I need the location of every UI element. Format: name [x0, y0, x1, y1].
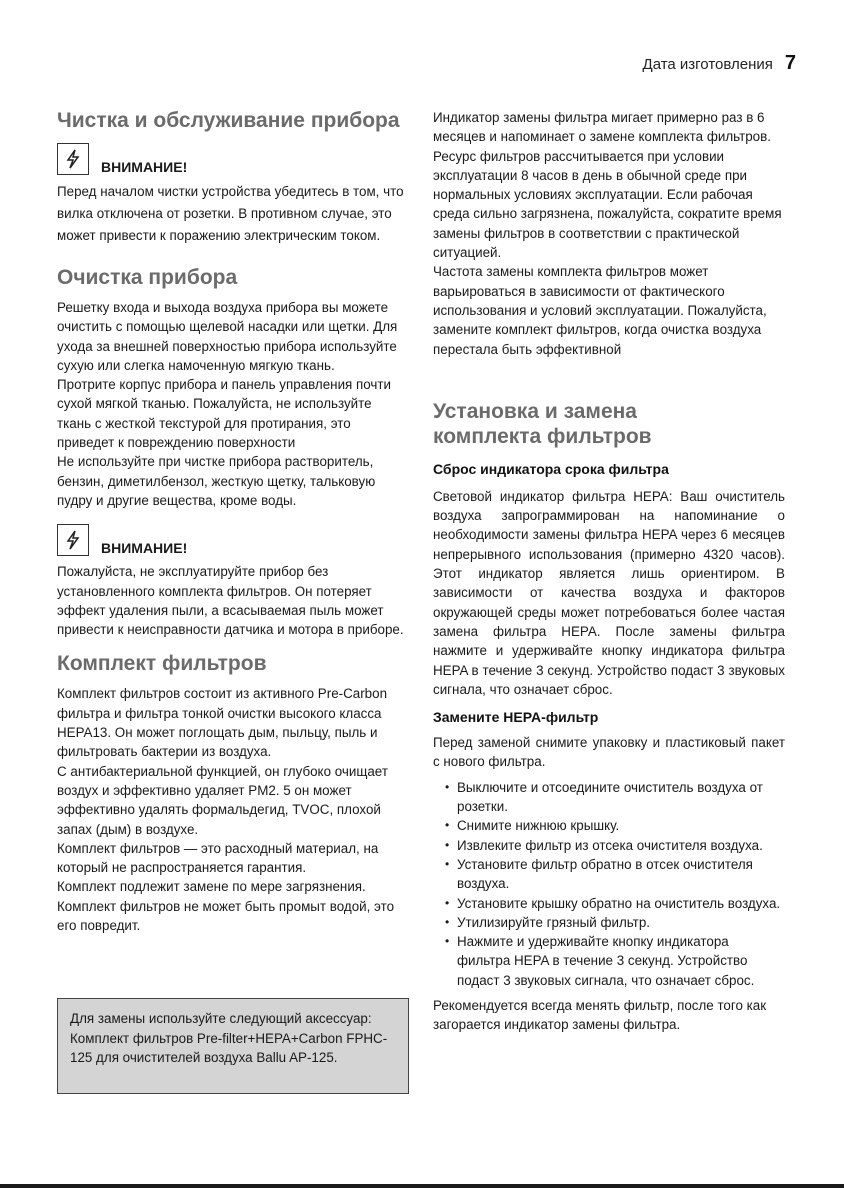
- paragraph: Рекомендуется всегда менять фильтр, после того как загорается индикатор замены фильтра.: [433, 997, 767, 1033]
- accessory-note-box: [57, 998, 409, 1094]
- running-head: [643, 52, 796, 75]
- paragraph: Частота замены комплекта фильтров может варьироваться в зависимости от фактического использования и условий эксплуатации. Пожалуйста, замените комплект фильтров, когда очистка воздуха перестала быть эффективной: [433, 264, 767, 357]
- subheading-replace-hepa: Замените HEPA-фильтр: [433, 709, 599, 726]
- steps-list: [433, 778, 785, 990]
- paragraph: Решетку входа и выхода воздуха прибора вы можете очистить с помощью щелевой насадки или щетки. Для ухода за внешней поверхностью прибора используйте сухую или слегка намоченную мягкую ткань.: [57, 300, 398, 373]
- list-item: • Установите фильтр обратно в отсек очистителя воздуха.: [447, 855, 785, 894]
- right-column: [433, 108, 785, 1035]
- paragraph: Не используйте при чистке прибора растворитель, бензин, диметилбензол, жесткую щетку, тальковую пудру и другие вещества, кроме воды.: [57, 454, 376, 508]
- list-item: • Выключите и отсоедините очиститель воздуха от розетки.: [447, 778, 785, 817]
- page-number: 7: [784, 52, 796, 74]
- section-title-line: комплекта фильтров: [433, 424, 652, 448]
- warning-text-2: Пожалуйста, не эксплуатируйте прибор без установленного комплекта фильтров. Он потеряет эффект удаления пыли, а всасываемая пыль может привести к неисправности датчика и мотора в приборе.: [57, 564, 404, 638]
- subheading-reset-indicator: Сброс индикатора срока фильтра: [433, 460, 669, 477]
- paragraph: Комплект фильтров не может быть промыт водой, это его повредит.: [57, 898, 395, 934]
- list-item: • Извлеките фильтр из отсека очистителя воздуха.: [447, 836, 785, 855]
- list-item: • Утилизируйте грязный фильтр.: [447, 913, 785, 932]
- paragraph: Световой индикатор фильтра HEPA: Ваш очиститель воздуха запрограммирован на напоминание о необходимости замены фильтра HEPA через 6 месяцев непрерывного использования (примерно 4320 часов). Этот индикатор является лишь ориентиром. В зависимости от качества воздуха и факторов окружающей среды может потребоваться более частая замена фильтра HEPA. После замены фильтра нажмите и удерживайте кнопку индикатора фильтра HEPA в течение 3 секунд. Устройство подаст 3 звуковых сигнала, что означает сброс.: [433, 488, 785, 697]
- section-title-line: Установка и замена: [433, 399, 637, 423]
- warning-label: ВНИМАНИЕ!: [101, 159, 188, 175]
- electric-hazard-icon: [57, 143, 89, 175]
- paragraph: Протрите корпус прибора и панель управления почти сухой мягкой тканью. Пожалуйста, не используйте ткань с жесткой текстурой для протирания, это приведет к повреждению поверхности: [57, 377, 392, 451]
- paragraph: Комплект подлежит замене по мере загрязнения.: [57, 879, 366, 895]
- section-title-filter-kit: Комплект фильтров: [57, 652, 267, 676]
- list-item: • Снимите нижнюю крышку.: [447, 816, 785, 835]
- section-title-cleaning: Чистка и обслуживание прибора: [57, 109, 400, 132]
- warning-text-1: Перед началом чистки устройства убедитесь в том, что вилка отключена от розетки. В противном случае, это может привести к поражению электрическим током.: [57, 184, 404, 243]
- warning-block-2: [57, 524, 407, 556]
- section-title-device-cleaning: Очистка прибора: [57, 266, 238, 289]
- paragraph: Перед заменой снимите упаковку и пластиковый пакет с нового фильтра.: [433, 735, 785, 770]
- paragraph: Комплект фильтров состоит из активного Pre-Carbon фильтра и фильтра тонкой очистки высокого класса HEPA13. Он может поглощать дым, пыльцу, пыль и фильтровать бактерии из воздуха.: [57, 686, 388, 760]
- section-title-install: [433, 399, 785, 449]
- warning-label: ВНИМАНИЕ!: [101, 540, 188, 557]
- section-label: Дата изготовления: [642, 56, 773, 73]
- paragraph: С антибактериальной функцией, он глубоко очищает воздух и эффективно удаляет PM2. 5 он может эффективно удалять формальдегид, TVOC, плохой запах (дым) в воздухе.: [57, 763, 388, 837]
- paragraph: Комплект фильтров — это расходный материал, на который не распространяется гарантия.: [57, 840, 379, 876]
- accessory-note-text: Для замены используйте следующий аксессуар: Комплект фильтров Pre-filter+HEPA+Carbon FPHC-125 для очистителей воздуха Ballu AP-125.: [70, 1011, 388, 1065]
- list-item: • Установите крышку обратно на очиститель воздуха.: [447, 894, 785, 913]
- list-item: • Нажмите и удерживайте кнопку индикатора фильтра HEPA в течение 3 секунд. Устройство подаст 3 звуковых сигнала, что означает сброс.: [447, 932, 785, 990]
- paragraph: Индикатор замены фильтра мигает примерно раз в 6 месяцев и напоминает о замене комплекта фильтров. Ресурс фильтров рассчитывается при условии эксплуатации 8 часов в день в обычной среде при нормальных условиях эксплуатации. Если рабочая среда сильно загрязнена, пожалуйста, сократите время замены фильтров в соответствии с практической ситуацией.: [433, 110, 782, 261]
- electric-hazard-icon: [57, 524, 89, 556]
- left-column: [57, 108, 407, 935]
- warning-block-1: [57, 143, 407, 175]
- bottom-rule: [0, 1184, 844, 1188]
